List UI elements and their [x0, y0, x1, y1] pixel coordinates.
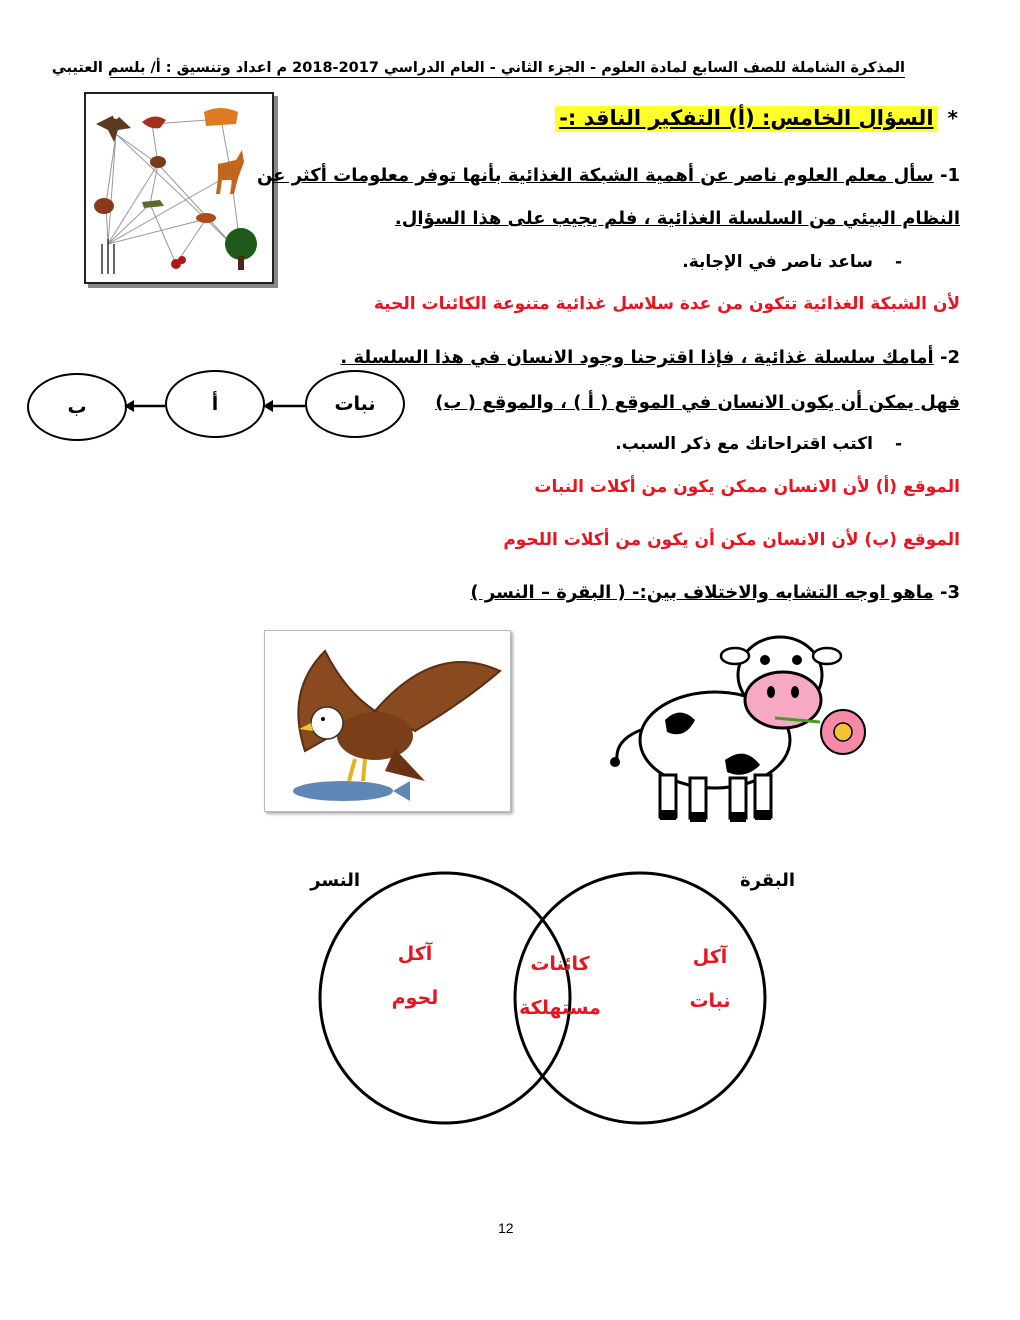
- q1-text-line2: النظام البيئي من السلسلة الغذائية ، فلم يجيب على هذا السؤال.: [394, 208, 960, 229]
- page-number: 12: [498, 1220, 514, 1236]
- wheat-icon: [102, 239, 114, 274]
- page-header: المذكرة الشاملة للصف السابع لمادة العلوم - الجزء الثاني - العام الدراسي 2017-2018 م اعداد وتنسيق : أ/ بلسم العتيبي: [51, 60, 905, 76]
- arrow-left-icon: [263, 400, 273, 412]
- q1-number: 1-: [939, 165, 960, 186]
- q1-text-line1: سأل معلم العلوم ناصر عن أهمية الشبكة الغذائية بأنها توفر معلومات أكثر عن: [256, 165, 934, 186]
- food-web-image: [84, 92, 274, 284]
- eagle-icon: [96, 114, 131, 142]
- venn-left-text-1: آكل: [397, 943, 433, 965]
- star-marker: *: [947, 106, 958, 130]
- arrow-left-icon: [124, 400, 134, 412]
- q2-text-line2: فهل يمكن أن يكون الانسان في الموقع ( أ ) ، والموقع ( ب): [435, 392, 960, 413]
- q2-answer-a: الموقع (أ) لأن الانسان ممكن يكون من أكلات النبات: [534, 477, 960, 497]
- venn-right-text: [665, 935, 755, 1023]
- sparrow-icon: [150, 156, 166, 168]
- chain-oval-plant: نبات: [305, 370, 405, 438]
- chain-oval-a: أ: [165, 370, 265, 438]
- q1-line1: [257, 165, 960, 186]
- q2-bullet-text: اكتب اقتراحاتك مع ذكر السبب.: [615, 434, 873, 454]
- q1-line2: [395, 208, 960, 229]
- venn-left-text: [370, 932, 460, 1020]
- cow-illustration: [605, 620, 875, 830]
- eagle-image: [264, 630, 511, 812]
- grasshopper-icon: [142, 200, 164, 208]
- section-title-text: السؤال الخامس: (أ) التفكير الناقد :-: [555, 106, 937, 132]
- q1-bullet-text: ساعد ناصر في الإجابة.: [682, 252, 873, 272]
- venn-right-text-2: نبات: [689, 990, 731, 1012]
- section-title: [555, 106, 958, 130]
- tiger-icon: [204, 108, 238, 126]
- venn-label-eagle: النسر: [310, 870, 360, 891]
- venn-right-text-1: آكل: [692, 946, 728, 968]
- bird-icon: [142, 116, 166, 128]
- q1-answer: لأن الشبكة الغذائية تتكون من عدة سلاسل غذائية متنوعة الكائنات الحية: [373, 294, 960, 314]
- q2-bullet: -اكتب اقتراحاتك مع ذكر السبب.: [615, 434, 902, 454]
- q2-line2: [435, 392, 960, 413]
- venn-middle-text: [505, 942, 615, 1030]
- chain-oval-b: ب: [27, 373, 127, 441]
- q2-number: 2-: [939, 347, 960, 368]
- eagle-illustration: [265, 631, 510, 811]
- squirrel-icon: [94, 198, 114, 214]
- venn-label-cow: البقرة: [739, 870, 795, 891]
- flower-icon: [821, 710, 865, 754]
- venn-left-text-2: لحوم: [391, 987, 439, 1009]
- mouse-icon: [196, 213, 216, 223]
- venn-middle-text-1: كائنات: [530, 953, 590, 975]
- chain-arrows: [120, 396, 310, 416]
- q2-answer-b: الموقع (ب) لأن الانسان مكن أن يكون من أكلات اللحوم: [503, 530, 960, 550]
- q1-bullet: -ساعد ناصر في الإجابة.: [682, 252, 902, 272]
- q3-line1: [470, 582, 960, 603]
- q3-text-line1: ماهو اوجه التشابه والاختلاف بين:- ( البقرة – النسر ): [470, 582, 934, 603]
- q2-text-line1: أمامك سلسلة غذائية ، فإذا اقترحنا وجود الانسان في هذا السلسلة .: [340, 347, 934, 368]
- q2-line1: [340, 347, 960, 368]
- q3-number: 3-: [939, 582, 960, 603]
- venn-middle-text-2: مستهلكة: [519, 997, 601, 1019]
- tree-icon: [225, 228, 257, 260]
- food-web-illustration: [86, 94, 272, 282]
- deer-icon: [216, 150, 244, 194]
